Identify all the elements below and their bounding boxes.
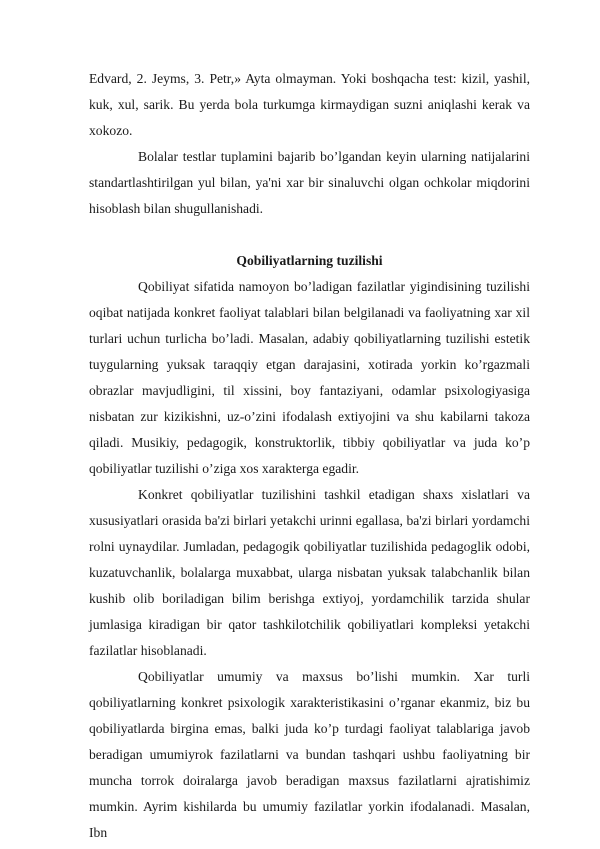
paragraph: Qobiliyatlar umumiy va maxsus bo’lishi mumkin. Xar turli qobiliyatlarning konkret psixologik xarakteristikasini o’rganar ekanmiz, biz bu qobiliyatlarda birgina emas, balki juda ko’p turdagi faoliyat talablariga javob beradigan umumiyrok fazilatlarni va bundan tashqari ushbu faoliyatning bir muncha torrok doiralarga javob beradigan maxsus fazilatlarni ajratishimiz mumkin. Ayrim kishilarda bu umumiy fazilatlar yorkin ifodalanadi. Masalan, Ibn [89,669,530,840]
paragraph: Qobiliyat sifatida namoyon bo’ladigan fazilatlar yigindisining tuzilishi oqibat natijada konkret faoliyat talablari bilan belgilanadi va faoliyatning xar xil turlari uchun turlicha bo’ladi. Masalan, adabiy qobiliyatlarning tuzilishi estetik tuygularning yuksak taraqqiy etgan darajasini, xotirada yorkin ko’rgazmali obrazlar mavjudligini, til xissini, boy fantaziyani, odamlar psixologiyasiga nisbatan zur kizikishni, uz-o’zini ifodalash extiyojini va shu kabilarni takoza qiladi. Musikiy, pedagogik, konstruktorlik, tibbiy qobiliyatlar va juda ko’p qobiliyatlar tuzilishi o’ziga xos xarakterga egadir. [89,279,530,476]
paragraph-continuation: Edvard, 2. Jeyms, 3. Petr,» Ayta olmayman. Yoki boshqacha test: kizil, yashil, kuk, xul, sarik. Bu yerda bola turkumga kirmaydigan suzni aniqlashi kerak va xokozo. [89,71,530,138]
section-heading: Qobiliyatlarning tuzilishi [236,253,383,268]
paragraph: Bolalar testlar tuplamini bajarib bo’lgandan keyin ularning natijalarini standartlashtirilgan yul bilan, ya'ni xar bir sinaluvchi olgan ochkolar miqdorini hisoblash bilan shugullanishadi. [89,149,530,216]
paragraph: Konkret qobiliyatlar tuzilishini tashkil etadigan shaxs xislatlari va xususiyatlari orasida ba'zi birlari yetakchi urinni egallasa, ba'zi birlari yordamchi rolni uynaydilar. Jumladan, pedagogik qobiliyatlar tuzilishida pedagoglik odobi, kuzatuvchanlik, bolalarga muxabbat, ularga nisbatan yuksak talabchanlik bilan kushib olib boriladigan bilim berishga extiyoj, yordamchilik tarzida shular jumlasiga kiradigan bir qator tashkilotchilik qobiliyatlari kompleksi yetakchi fazilatlar hisoblanadi. [89,487,530,658]
